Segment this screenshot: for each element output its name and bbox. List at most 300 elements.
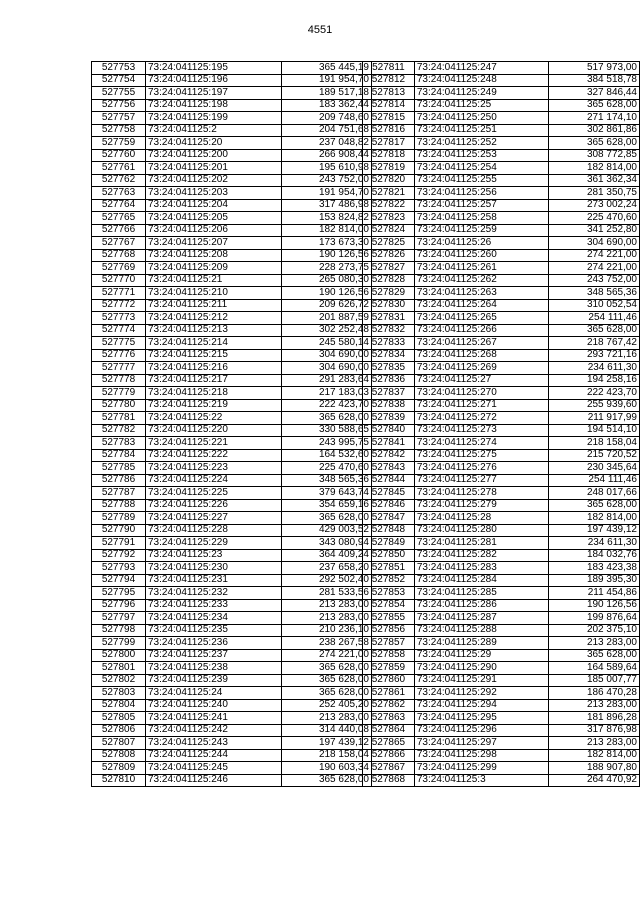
cadastral-value-cell: 281 533,56 <box>282 587 372 600</box>
row-number-cell: 527863 <box>363 712 415 725</box>
cadastral-value-cell: 213 283,00 <box>549 637 640 650</box>
cadastral-value-cell: 213 283,00 <box>549 699 640 712</box>
row-number-cell: 527777 <box>92 362 146 375</box>
table-row <box>363 462 640 475</box>
row-number-cell: 527825 <box>363 237 415 250</box>
row-number-cell: 527766 <box>92 224 146 237</box>
row-number-cell: 527795 <box>92 587 146 600</box>
cadastral-value-cell: 222 423,70 <box>282 399 372 412</box>
row-number-cell: 527790 <box>92 524 146 537</box>
table-row <box>92 687 372 700</box>
table-row <box>363 612 640 625</box>
row-number-cell: 527835 <box>363 362 415 375</box>
row-number-cell: 527794 <box>92 574 146 587</box>
registry-table-left-body <box>92 62 372 787</box>
row-number-cell: 527803 <box>92 687 146 700</box>
row-number-cell: 527826 <box>363 249 415 262</box>
cadastral-value-cell: 188 907,80 <box>549 762 640 775</box>
cadastral-number-cell: 73:24:041125:254 <box>414 162 548 175</box>
cadastral-number-cell: 73:24:041125:271 <box>414 399 548 412</box>
cadastral-number-cell: 73:24:041125:217 <box>146 374 282 387</box>
table-row <box>92 774 372 787</box>
cadastral-number-cell: 73:24:041125:199 <box>146 112 282 125</box>
cadastral-number-cell: 73:24:041125:248 <box>414 74 548 87</box>
cadastral-number-cell: 73:24:041125:26 <box>414 237 548 250</box>
cadastral-value-cell: 234 611,30 <box>549 537 640 550</box>
table-row <box>363 62 640 75</box>
table-row <box>363 574 640 587</box>
cadastral-number-cell: 73:24:041125:196 <box>146 74 282 87</box>
table-row <box>363 74 640 87</box>
cadastral-number-cell: 73:24:041125:216 <box>146 362 282 375</box>
table-row <box>92 562 372 575</box>
cadastral-number-cell: 73:24:041125:239 <box>146 674 282 687</box>
cadastral-number-cell: 73:24:041125:236 <box>146 637 282 650</box>
row-number-cell: 527755 <box>92 87 146 100</box>
cadastral-value-cell: 215 720,52 <box>549 449 640 462</box>
cadastral-number-cell: 73:24:041125:225 <box>146 487 282 500</box>
table-row <box>363 312 640 325</box>
cadastral-number-cell: 73:24:041125:298 <box>414 749 548 762</box>
table-row <box>363 99 640 112</box>
cadastral-value-cell: 204 751,68 <box>282 124 372 137</box>
table-row <box>92 399 372 412</box>
cadastral-number-cell: 73:24:041125:256 <box>414 187 548 200</box>
registry-table-left <box>91 61 372 787</box>
table-row <box>363 199 640 212</box>
table-row <box>363 449 640 462</box>
cadastral-value-cell: 245 580,14 <box>282 337 372 350</box>
table-row <box>92 587 372 600</box>
cadastral-number-cell: 73:24:041125:266 <box>414 324 548 337</box>
table-row <box>363 287 640 300</box>
cadastral-number-cell: 73:24:041125:291 <box>414 674 548 687</box>
row-number-cell: 527788 <box>92 499 146 512</box>
table-row <box>363 374 640 387</box>
cadastral-number-cell: 73:24:041125:287 <box>414 612 548 625</box>
cadastral-number-cell: 73:24:041125:213 <box>146 324 282 337</box>
cadastral-value-cell: 213 283,00 <box>282 712 372 725</box>
cadastral-number-cell: 73:24:041125:20 <box>146 137 282 150</box>
row-number-cell: 527850 <box>363 549 415 562</box>
cadastral-number-cell: 73:24:041125:3 <box>414 774 548 787</box>
cadastral-number-cell: 73:24:041125:227 <box>146 512 282 525</box>
cadastral-value-cell: 218 158,04 <box>282 749 372 762</box>
cadastral-number-cell: 73:24:041125:284 <box>414 574 548 587</box>
cadastral-value-cell: 199 876,64 <box>549 612 640 625</box>
row-number-cell: 527812 <box>363 74 415 87</box>
cadastral-number-cell: 73:24:041125:238 <box>146 662 282 675</box>
cadastral-value-cell: 182 814,00 <box>549 512 640 525</box>
table-row <box>92 112 372 125</box>
row-number-cell: 527856 <box>363 624 415 637</box>
cadastral-value-cell: 218 767,42 <box>549 337 640 350</box>
table-row <box>363 474 640 487</box>
cadastral-value-cell: 274 221,00 <box>549 249 640 262</box>
cadastral-number-cell: 73:24:041125:245 <box>146 762 282 775</box>
cadastral-number-cell: 73:24:041125:283 <box>414 562 548 575</box>
cadastral-value-cell: 317 486,98 <box>282 199 372 212</box>
cadastral-value-cell: 182 814,00 <box>549 162 640 175</box>
table-row <box>363 224 640 237</box>
cadastral-number-cell: 73:24:041125:207 <box>146 237 282 250</box>
table-row <box>92 387 372 400</box>
cadastral-value-cell: 365 628,00 <box>282 674 372 687</box>
cadastral-value-cell: 365 628,00 <box>549 137 640 150</box>
cadastral-number-cell: 73:24:041125:214 <box>146 337 282 350</box>
cadastral-value-cell: 238 267,58 <box>282 637 372 650</box>
cadastral-number-cell: 73:24:041125:274 <box>414 437 548 450</box>
cadastral-number-cell: 73:24:041125:253 <box>414 149 548 162</box>
cadastral-value-cell: 202 375,10 <box>549 624 640 637</box>
row-number-cell: 527831 <box>363 312 415 325</box>
table-row <box>92 337 372 350</box>
table-row <box>363 662 640 675</box>
row-number-cell: 527774 <box>92 324 146 337</box>
table-row <box>363 112 640 125</box>
row-number-cell: 527862 <box>363 699 415 712</box>
cadastral-value-cell: 304 690,00 <box>282 349 372 362</box>
cadastral-value-cell: 292 502,40 <box>282 574 372 587</box>
cadastral-value-cell: 213 283,00 <box>282 612 372 625</box>
table-row <box>92 374 372 387</box>
cadastral-value-cell: 209 626,72 <box>282 299 372 312</box>
row-number-cell: 527857 <box>363 637 415 650</box>
row-number-cell: 527791 <box>92 537 146 550</box>
row-number-cell: 527771 <box>92 287 146 300</box>
row-number-cell: 527779 <box>92 387 146 400</box>
cadastral-value-cell: 361 362,34 <box>549 174 640 187</box>
cadastral-number-cell: 73:24:041125:221 <box>146 437 282 450</box>
cadastral-number-cell: 73:24:041125:290 <box>414 662 548 675</box>
cadastral-number-cell: 73:24:041125:226 <box>146 499 282 512</box>
table-row <box>363 299 640 312</box>
cadastral-value-cell: 153 824,82 <box>282 212 372 225</box>
cadastral-number-cell: 73:24:041125:215 <box>146 349 282 362</box>
row-number-cell: 527866 <box>363 749 415 762</box>
cadastral-number-cell: 73:24:041125:296 <box>414 724 548 737</box>
row-number-cell: 527802 <box>92 674 146 687</box>
row-number-cell: 527785 <box>92 462 146 475</box>
cadastral-value-cell: 194 258,16 <box>549 374 640 387</box>
table-row <box>92 487 372 500</box>
cadastral-number-cell: 73:24:041125:244 <box>146 749 282 762</box>
row-number-cell: 527842 <box>363 449 415 462</box>
table-row <box>363 124 640 137</box>
row-number-cell: 527865 <box>363 737 415 750</box>
row-number-cell: 527776 <box>92 349 146 362</box>
table-row <box>92 237 372 250</box>
cadastral-value-cell: 255 939,60 <box>549 399 640 412</box>
row-number-cell: 527821 <box>363 187 415 200</box>
row-number-cell: 527867 <box>363 762 415 775</box>
row-number-cell: 527845 <box>363 487 415 500</box>
table-row <box>92 512 372 525</box>
cadastral-number-cell: 73:24:041125:272 <box>414 412 548 425</box>
table-row <box>92 149 372 162</box>
cadastral-number-cell: 73:24:041125:270 <box>414 387 548 400</box>
cadastral-value-cell: 191 954,70 <box>282 187 372 200</box>
cadastral-number-cell: 73:24:041125:249 <box>414 87 548 100</box>
cadastral-number-cell: 73:24:041125:259 <box>414 224 548 237</box>
cadastral-number-cell: 73:24:041125:219 <box>146 399 282 412</box>
cadastral-number-cell: 73:24:041125:276 <box>414 462 548 475</box>
row-number-cell: 527843 <box>363 462 415 475</box>
row-number-cell: 527829 <box>363 287 415 300</box>
row-number-cell: 527808 <box>92 749 146 762</box>
table-row <box>363 687 640 700</box>
table-row <box>92 424 372 437</box>
cadastral-value-cell: 314 440,08 <box>282 724 372 737</box>
row-number-cell: 527818 <box>363 149 415 162</box>
table-row <box>92 312 372 325</box>
cadastral-value-cell: 266 908,44 <box>282 149 372 162</box>
cadastral-value-cell: 330 588,65 <box>282 424 372 437</box>
cadastral-value-cell: 365 628,00 <box>549 324 640 337</box>
table-row <box>363 749 640 762</box>
row-number-cell: 527798 <box>92 624 146 637</box>
cadastral-number-cell: 73:24:041125:224 <box>146 474 282 487</box>
cadastral-value-cell: 222 423,70 <box>549 387 640 400</box>
table-row <box>92 212 372 225</box>
cadastral-number-cell: 73:24:041125:281 <box>414 537 548 550</box>
row-number-cell: 527841 <box>363 437 415 450</box>
cadastral-value-cell: 185 007,77 <box>549 674 640 687</box>
cadastral-number-cell: 73:24:041125:230 <box>146 562 282 575</box>
table-row <box>92 649 372 662</box>
cadastral-number-cell: 73:24:041125:211 <box>146 299 282 312</box>
table-row <box>363 412 640 425</box>
cadastral-value-cell: 197 439,12 <box>282 737 372 750</box>
cadastral-value-cell: 365 628,00 <box>282 774 372 787</box>
cadastral-number-cell: 73:24:041125:195 <box>146 62 282 75</box>
cadastral-number-cell: 73:24:041125:209 <box>146 262 282 275</box>
table-row <box>92 124 372 137</box>
row-number-cell: 527757 <box>92 112 146 125</box>
table-row <box>363 487 640 500</box>
cadastral-number-cell: 73:24:041125:288 <box>414 624 548 637</box>
table-row <box>363 387 640 400</box>
cadastral-number-cell: 73:24:041125:277 <box>414 474 548 487</box>
table-row <box>92 574 372 587</box>
row-number-cell: 527819 <box>363 162 415 175</box>
row-number-cell: 527827 <box>363 262 415 275</box>
cadastral-number-cell: 73:24:041125:21 <box>146 274 282 287</box>
cadastral-number-cell: 73:24:041125:275 <box>414 449 548 462</box>
cadastral-value-cell: 209 748,60 <box>282 112 372 125</box>
cadastral-value-cell: 254 111,46 <box>549 312 640 325</box>
cadastral-value-cell: 281 350,75 <box>549 187 640 200</box>
row-number-cell: 527759 <box>92 137 146 150</box>
table-row <box>92 612 372 625</box>
row-number-cell: 527828 <box>363 274 415 287</box>
table-row <box>92 224 372 237</box>
cadastral-number-cell: 73:24:041125:260 <box>414 249 548 262</box>
table-row <box>363 537 640 550</box>
table-row <box>363 262 640 275</box>
row-number-cell: 527770 <box>92 274 146 287</box>
cadastral-number-cell: 73:24:041125:285 <box>414 587 548 600</box>
cadastral-value-cell: 348 565,36 <box>549 287 640 300</box>
table-row <box>92 699 372 712</box>
registry-table-right <box>362 61 640 787</box>
cadastral-number-cell: 73:24:041125:297 <box>414 737 548 750</box>
row-number-cell: 527861 <box>363 687 415 700</box>
table-row <box>92 162 372 175</box>
cadastral-value-cell: 195 610,98 <box>282 162 372 175</box>
table-row <box>92 137 372 150</box>
cadastral-value-cell: 365 628,00 <box>549 99 640 112</box>
table-row <box>363 674 640 687</box>
table-row <box>363 149 640 162</box>
table-row <box>92 462 372 475</box>
table-row <box>363 249 640 262</box>
cadastral-value-cell: 164 589,64 <box>549 662 640 675</box>
row-number-cell: 527816 <box>363 124 415 137</box>
cadastral-value-cell: 384 518,78 <box>549 74 640 87</box>
cadastral-value-cell: 302 252,48 <box>282 324 372 337</box>
cadastral-value-cell: 225 470,60 <box>282 462 372 475</box>
cadastral-number-cell: 73:24:041125:233 <box>146 599 282 612</box>
row-number-cell: 527858 <box>363 649 415 662</box>
cadastral-value-cell: 354 659,16 <box>282 499 372 512</box>
table-row <box>92 762 372 775</box>
row-number-cell: 527815 <box>363 112 415 125</box>
row-number-cell: 527762 <box>92 174 146 187</box>
row-number-cell: 527786 <box>92 474 146 487</box>
cadastral-value-cell: 310 052,54 <box>549 299 640 312</box>
cadastral-value-cell: 190 126,56 <box>549 599 640 612</box>
table-row <box>92 87 372 100</box>
cadastral-value-cell: 194 514,10 <box>549 424 640 437</box>
cadastral-number-cell: 73:24:041125:257 <box>414 199 548 212</box>
table-row <box>92 437 372 450</box>
cadastral-value-cell: 365 628,00 <box>282 512 372 525</box>
table-row <box>92 662 372 675</box>
cadastral-value-cell: 327 846,44 <box>549 87 640 100</box>
row-number-cell: 527836 <box>363 374 415 387</box>
cadastral-number-cell: 73:24:041125:262 <box>414 274 548 287</box>
table-row <box>363 399 640 412</box>
cadastral-value-cell: 364 409,24 <box>282 549 372 562</box>
cadastral-value-cell: 191 954,70 <box>282 74 372 87</box>
table-row <box>92 737 372 750</box>
cadastral-value-cell: 365 628,00 <box>282 687 372 700</box>
cadastral-number-cell: 73:24:041125:263 <box>414 287 548 300</box>
cadastral-value-cell: 184 032,76 <box>549 549 640 562</box>
cadastral-value-cell: 317 876,98 <box>549 724 640 737</box>
table-row <box>92 74 372 87</box>
row-number-cell: 527775 <box>92 337 146 350</box>
cadastral-number-cell: 73:24:041125:29 <box>414 649 548 662</box>
row-number-cell: 527824 <box>363 224 415 237</box>
row-number-cell: 527758 <box>92 124 146 137</box>
row-number-cell: 527811 <box>363 62 415 75</box>
cadastral-number-cell: 73:24:041125:28 <box>414 512 548 525</box>
row-number-cell: 527796 <box>92 599 146 612</box>
cadastral-value-cell: 186 470,28 <box>549 687 640 700</box>
row-number-cell: 527765 <box>92 212 146 225</box>
row-number-cell: 527804 <box>92 699 146 712</box>
cadastral-number-cell: 73:24:041125:229 <box>146 537 282 550</box>
row-number-cell: 527810 <box>92 774 146 787</box>
table-row <box>92 749 372 762</box>
cadastral-number-cell: 73:24:041125:242 <box>146 724 282 737</box>
table-row <box>92 99 372 112</box>
table-row <box>363 137 640 150</box>
cadastral-value-cell: 348 565,36 <box>282 474 372 487</box>
cadastral-value-cell: 189 395,30 <box>549 574 640 587</box>
row-number-cell: 527761 <box>92 162 146 175</box>
table-row <box>92 499 372 512</box>
cadastral-value-cell: 271 174,10 <box>549 112 640 125</box>
row-number-cell: 527820 <box>363 174 415 187</box>
cadastral-value-cell: 182 814,00 <box>549 749 640 762</box>
cadastral-number-cell: 73:24:041125:241 <box>146 712 282 725</box>
table-row <box>363 699 640 712</box>
table-row <box>363 649 640 662</box>
row-number-cell: 527832 <box>363 324 415 337</box>
cadastral-value-cell: 173 673,30 <box>282 237 372 250</box>
cadastral-number-cell: 73:24:041125:210 <box>146 287 282 300</box>
table-row <box>92 624 372 637</box>
table-row <box>363 524 640 537</box>
table-row <box>363 562 640 575</box>
table-row <box>363 212 640 225</box>
row-number-cell: 527834 <box>363 349 415 362</box>
table-row <box>363 762 640 775</box>
row-number-cell: 527848 <box>363 524 415 537</box>
cadastral-value-cell: 190 126,56 <box>282 287 372 300</box>
table-row <box>363 499 640 512</box>
table-row <box>363 437 640 450</box>
cadastral-value-cell: 197 439,12 <box>549 524 640 537</box>
table-row <box>363 349 640 362</box>
table-row <box>92 287 372 300</box>
row-number-cell: 527789 <box>92 512 146 525</box>
cadastral-value-cell: 304 690,00 <box>549 237 640 250</box>
cadastral-number-cell: 73:24:041125:267 <box>414 337 548 350</box>
cadastral-value-cell: 183 362,44 <box>282 99 372 112</box>
cadastral-number-cell: 73:24:041125:279 <box>414 499 548 512</box>
table-row <box>92 549 372 562</box>
cadastral-number-cell: 73:24:041125:250 <box>414 112 548 125</box>
cadastral-value-cell: 243 752,00 <box>549 274 640 287</box>
row-number-cell: 527809 <box>92 762 146 775</box>
row-number-cell: 527756 <box>92 99 146 112</box>
row-number-cell: 527760 <box>92 149 146 162</box>
table-row <box>92 474 372 487</box>
row-number-cell: 527844 <box>363 474 415 487</box>
cadastral-value-cell: 237 658,20 <box>282 562 372 575</box>
table-row <box>363 162 640 175</box>
page-number: 4551 <box>307 24 333 36</box>
cadastral-value-cell: 379 643,74 <box>282 487 372 500</box>
cadastral-number-cell: 73:24:041125:206 <box>146 224 282 237</box>
cadastral-number-cell: 73:24:041125:201 <box>146 162 282 175</box>
cadastral-number-cell: 73:24:041125:232 <box>146 587 282 600</box>
table-row <box>363 712 640 725</box>
table-row <box>363 774 640 787</box>
row-number-cell: 527792 <box>92 549 146 562</box>
table-row <box>363 187 640 200</box>
row-number-cell: 527852 <box>363 574 415 587</box>
cadastral-number-cell: 73:24:041125:2 <box>146 124 282 137</box>
cadastral-value-cell: 243 995,75 <box>282 437 372 450</box>
row-number-cell: 527772 <box>92 299 146 312</box>
cadastral-number-cell: 73:24:041125:228 <box>146 524 282 537</box>
cadastral-number-cell: 73:24:041125:294 <box>414 699 548 712</box>
